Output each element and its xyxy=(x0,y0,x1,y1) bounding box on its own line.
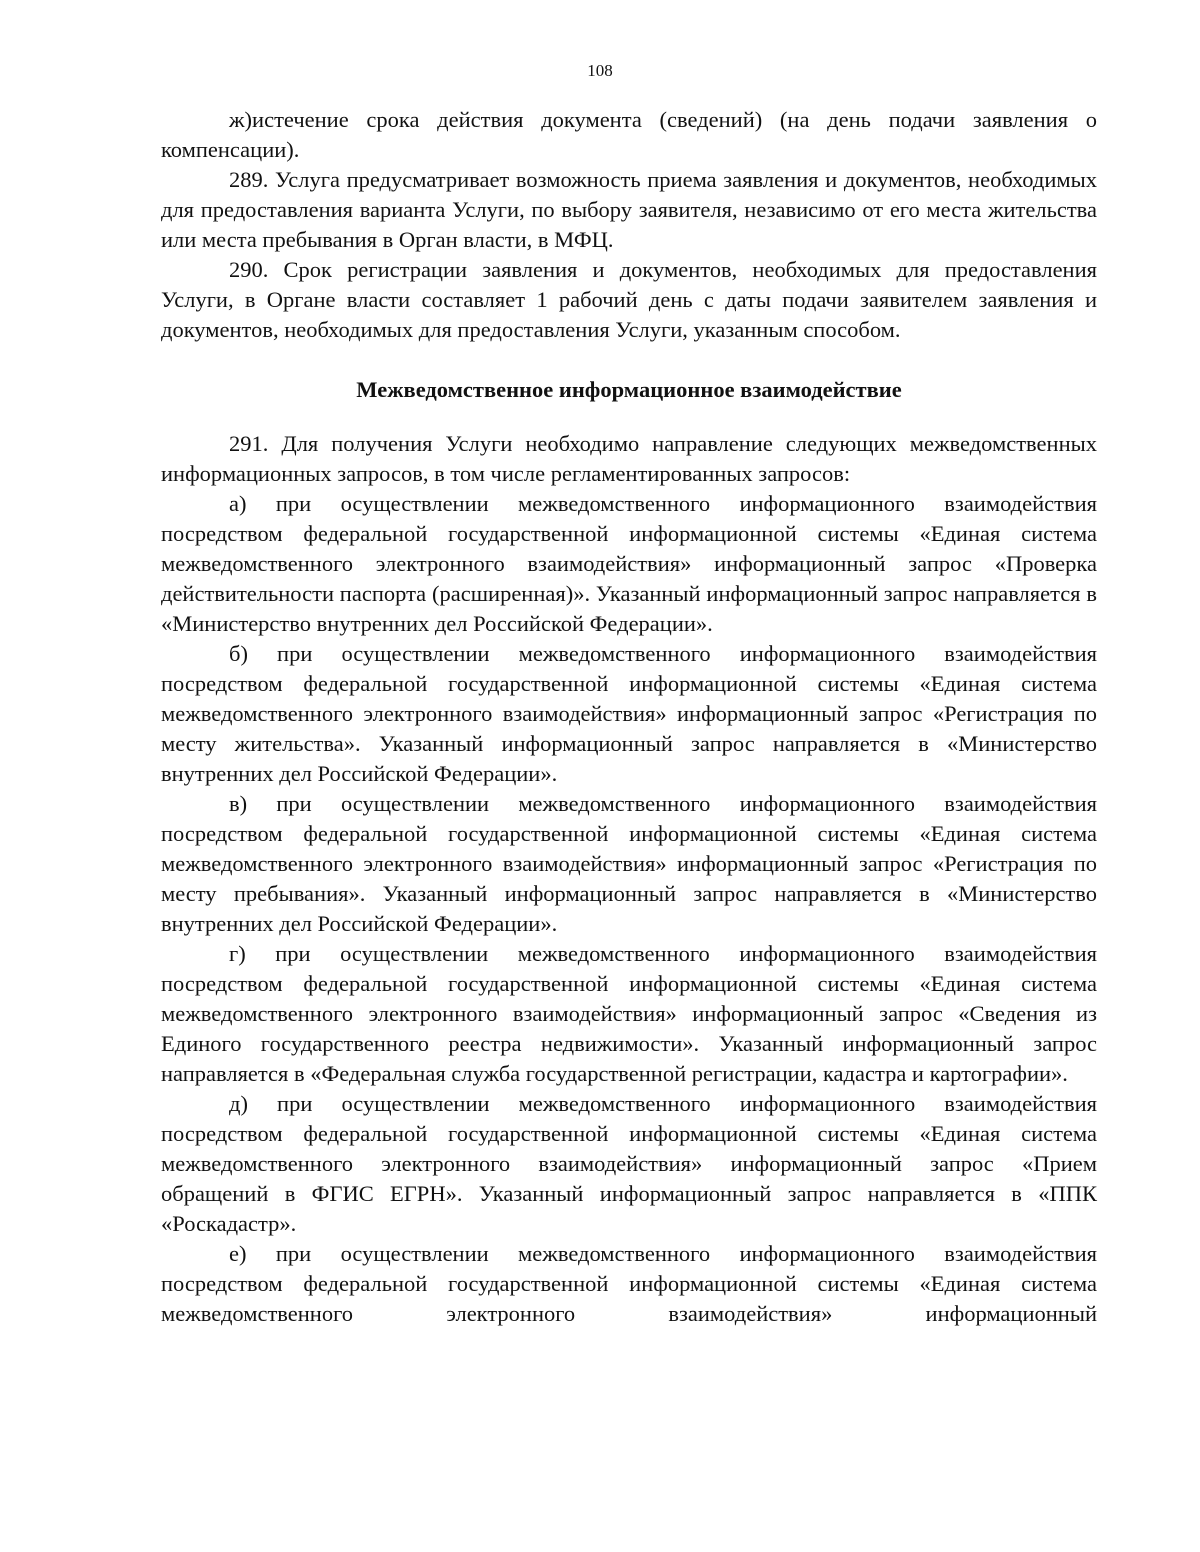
list-item-v: в) при осуществлении межведомственного информационного взаимодействия посредством федеральной государственной информационной системы «Единая система межведомственного электронного взаимодействия» информационный запрос «Регистрация по месту пребывания». Указанный информационный запрос направляется в «Министерство внутренних дел Российской Федерации». xyxy=(161,791,1097,936)
page-number: 108 xyxy=(587,61,613,80)
paragraph-290: 290. Срок регистрации заявления и документов, необходимых для предоставления Услуги, в Органе власти составляет 1 рабочий день с даты подачи заявителем заявления и документов, необходимых для предоставления Услуги, указанным способом. xyxy=(161,257,1097,342)
list-item-b: б) при осуществлении межведомственного информационного взаимодействия посредством федеральной государственной информационной системы «Единая система межведомственного электронного взаимодействия» информационный запрос «Регистрация по месту жительства». Указанный информационный запрос направляется в «Министерство внутренних дел Российской Федерации». xyxy=(161,641,1097,786)
list-item-a: а) при осуществлении межведомственного информационного взаимодействия посредством федеральной государственной информационной системы «Единая система межведомственного электронного взаимодействия» информационный запрос «Проверка действительности паспорта (расширенная)». Указанный информационный запрос направляется в «Министерство внутренних дел Российской Федерации». xyxy=(161,491,1097,636)
list-item-e: е) при осуществлении межведомственного информационного взаимодействия посредством федеральной государственной информационной системы «Единая система межведомственного электронного взаимодействия» информационный xyxy=(161,1241,1097,1326)
paragraph-zh: ж)истечение срока действия документа (сведений) (на день подачи заявления о компенсации). xyxy=(161,107,1097,162)
document-body xyxy=(161,105,1097,1329)
paragraph-291: 291. Для получения Услуги необходимо направление следующих межведомственных информационных запросов, в том числе регламентированных запросов: xyxy=(161,431,1097,486)
list-item-d: д) при осуществлении межведомственного информационного взаимодействия посредством федеральной государственной информационной системы «Единая система межведомственного электронного взаимодействия» информационный запрос «Прием обращений в ФГИС ЕГРН». Указанный информационный запрос направляется в «ППК «Роскадастр». xyxy=(161,1091,1097,1236)
section-heading: Межведомственное информационное взаимодействие xyxy=(356,377,902,402)
list-item-g: г) при осуществлении межведомственного информационного взаимодействия посредством федеральной государственной информационной системы «Единая система межведомственного электронного взаимодействия» информационный запрос «Сведения из Единого государственного реестра недвижимости». Указанный информационный запрос направляется в «Федеральная служба государственной регистрации, кадастра и картографии». xyxy=(161,941,1097,1086)
paragraph-289: 289. Услуга предусматривает возможность приема заявления и документов, необходимых для предоставления варианта Услуги, по выбору заявителя, независимо от его места жительства или места пребывания в Орган власти, в МФЦ. xyxy=(161,167,1097,252)
